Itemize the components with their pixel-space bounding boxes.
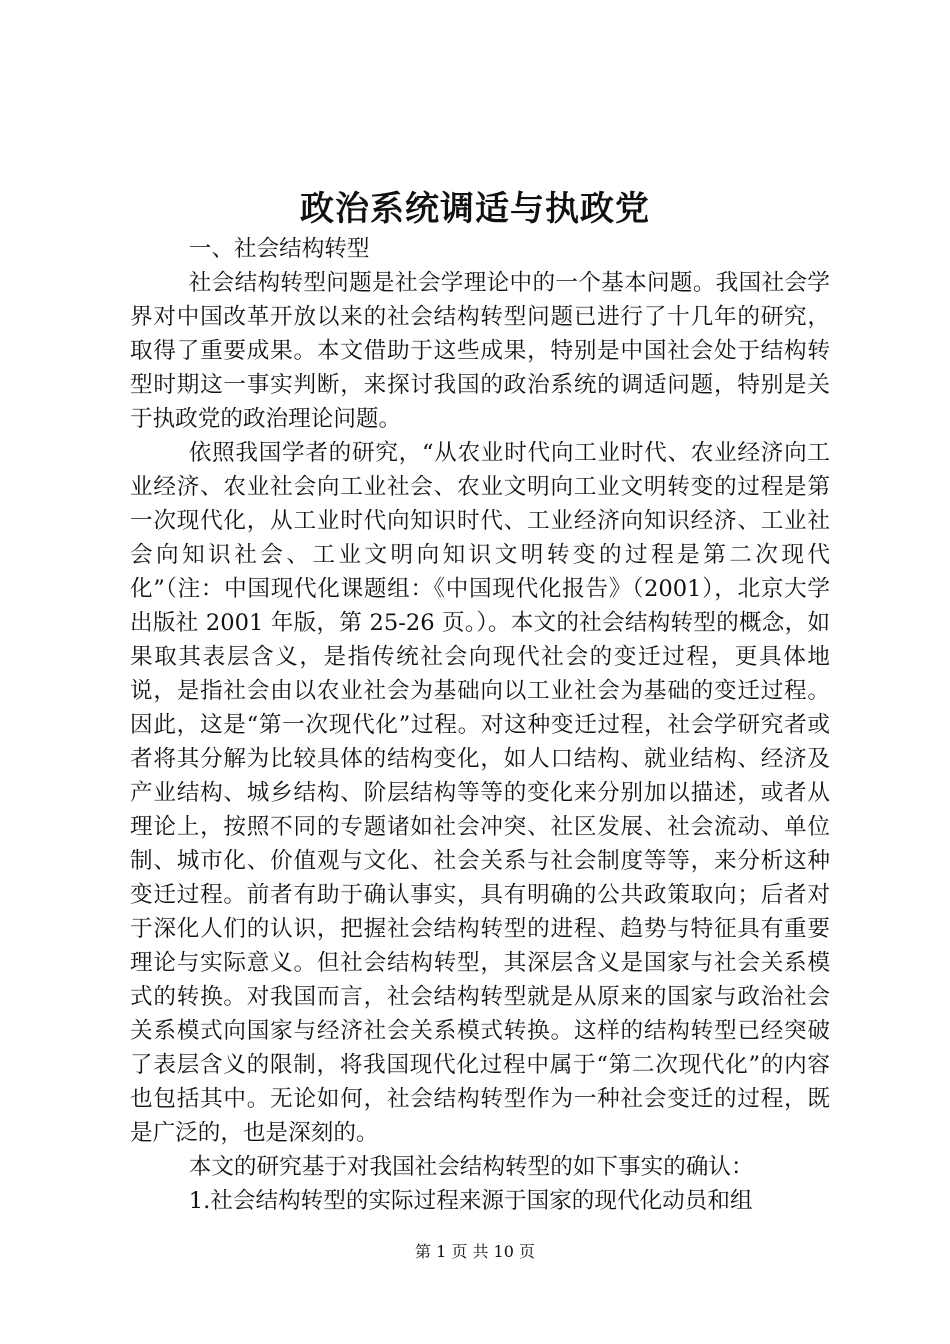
document-body (130, 232, 830, 1218)
body-paragraph: 社会结构转型问题是社会学理论中的一个基本问题。我国社会学界对中国改革开放以来的社会结构转型问题已进行了十几年的研究，取得了重要成果。本文借助于这些成果，特别是中国社会处于结构转型时期这一事实判断，来探讨我国的政治系统的调适问题，特别是关于执政党的政治理论问题。 (130, 270, 830, 432)
body-paragraph: 1.社会结构转型的实际过程来源于国家的现代化动员和组 (188, 1188, 753, 1214)
document-title: 政治系统调适与执政党 (300, 189, 650, 229)
body-paragraph: 本文的研究基于对我国社会结构转型的如下事实的确认： (188, 1154, 754, 1180)
body-paragraph: 依照我国学者的研究，“从农业时代向工业时代、农业经济向工业经济、农业社会向工业社会、农业文明向工业文明转变的过程是第一次现代化，从工业时代向知识时代、工业经济向知识经济、工业社会向知识社会、工业文明向知识文明转变的过程是第二次现代化”（注：中国现代化课题组：《中国现代化报告》（2001），北京大学出版社 2001 年版，第 25-26 页。）。本文的社会结构转型的概念，如果取其表层含义，是指传统社会向现代社会的变迁过程，更具体地说，是指社会由以农业社会为基础向以工业社会为基础的变迁过程。因此，这是“第一次现代化”过程。对这种变迁过程，社会学研究者或者将其分解为比较具体的结构变化，如人口结构、就业结构、经济及产业结构、城乡结构、阶层结构等等的变化来分别加以描述，或者从理论上，按照不同的专题诸如社会冲突、社区发展、社会流动、单位制、城市化、价值观与文化、社会关系与社会制度等等，来分析这种变迁过程。前者有助于确认事实，具有明确的公共政策取向；后者对于深化人们的认识，把握社会结构转型的进程、趋势与特征具有重要理论与实际意义。但社会结构转型，其深层含义是国家与社会关系模式的转换。对我国而言，社会结构转型就是从原来的国家与政治社会关系模式向国家与经济社会关系模式转换。这样的结构转型已经突破了表层含义的限制，将我国现代化过程中属于“第二次现代化”的内容也包括其中。无论如何，社会结构转型作为一种社会变迁的过程，既是广泛的，也是深刻的。 (130, 440, 830, 1146)
page-footer: 第 1 页 共 10 页 (415, 1242, 535, 1261)
section-heading: 一、社会结构转型 (188, 236, 370, 262)
